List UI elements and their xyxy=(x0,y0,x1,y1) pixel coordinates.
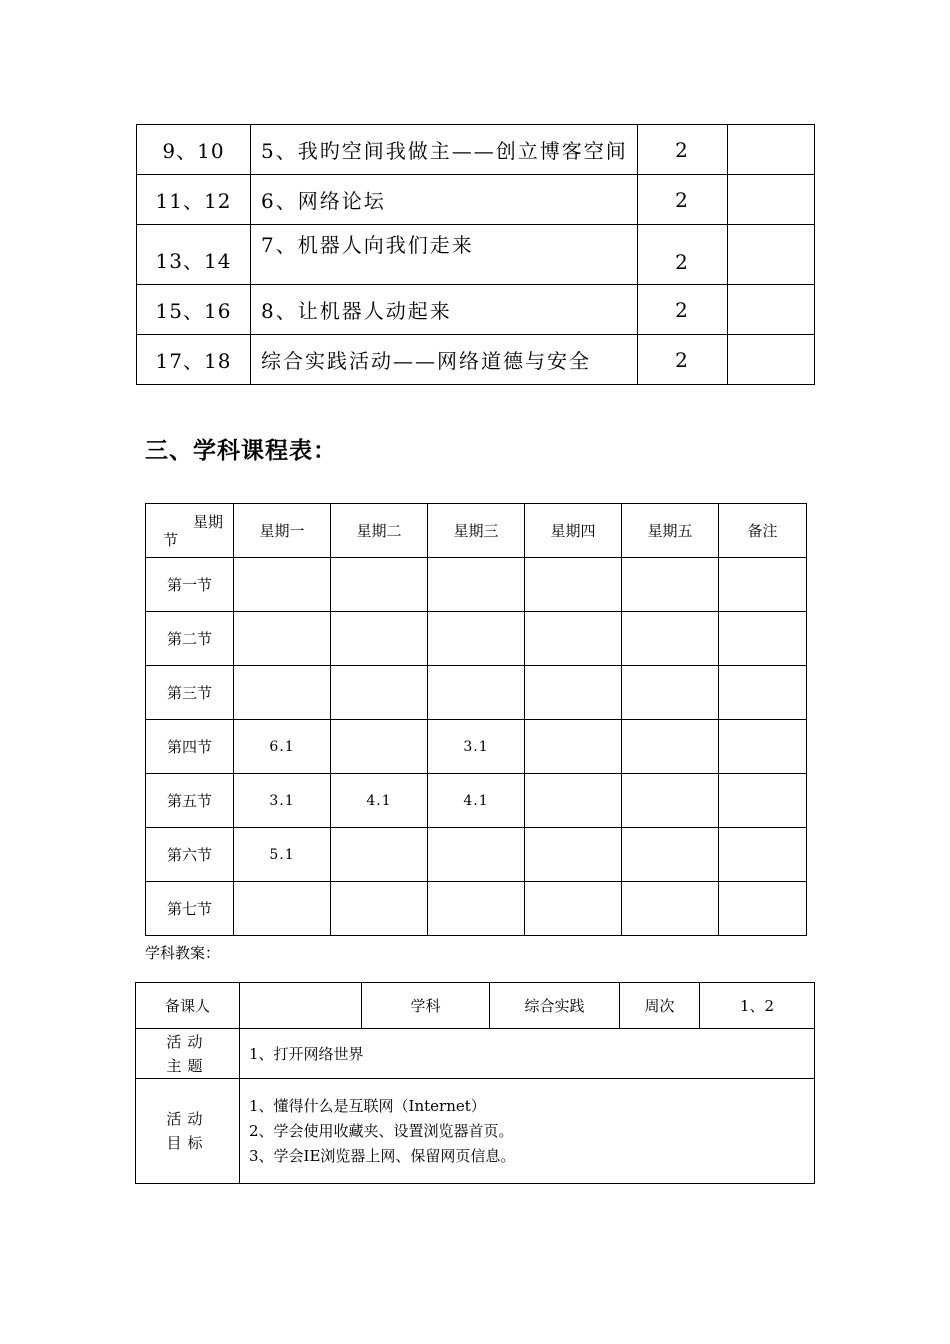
goal-item: 2、学会使用收藏夹、设置浏览器首页。 xyxy=(249,1121,514,1140)
schedule-cell: 5.1 xyxy=(234,828,331,882)
schedule-cell: 4.1 xyxy=(428,774,525,828)
note-cell xyxy=(728,335,815,385)
table-row xyxy=(137,125,815,175)
table-row xyxy=(146,882,807,936)
schedule-cell xyxy=(719,612,807,666)
schedule-cell xyxy=(525,666,622,720)
goals-list xyxy=(240,1079,815,1184)
schedule-cell xyxy=(234,558,331,612)
theme-value: 1、打开网络世界 xyxy=(240,1029,815,1079)
table-row xyxy=(137,175,815,225)
schedule-cell xyxy=(234,666,331,720)
column-header: 星期一 xyxy=(234,504,331,558)
topic-cell: 6、网络论坛 xyxy=(251,175,638,225)
preparer-value xyxy=(240,983,362,1029)
goal-label-line: 活动 xyxy=(166,1110,209,1128)
goal-item: 1、懂得什么是互联网（Internet） xyxy=(249,1096,486,1115)
column-header: 星期三 xyxy=(428,504,525,558)
weeks-cell: 17、18 xyxy=(137,335,251,385)
schedule-cell xyxy=(331,720,428,774)
schedule-cell xyxy=(525,882,622,936)
column-header: 星期四 xyxy=(525,504,622,558)
period-label: 第五节 xyxy=(146,774,234,828)
table-row xyxy=(137,285,815,335)
topic-cell: 7、机器人向我们走来 xyxy=(251,225,638,285)
week-label: 周次 xyxy=(620,983,700,1029)
topic-cell: 综合实践活动——网络道德与安全 xyxy=(251,335,638,385)
weeks-cell: 11、12 xyxy=(137,175,251,225)
column-header: 星期二 xyxy=(331,504,428,558)
period-label: 第三节 xyxy=(146,666,234,720)
schedule-cell xyxy=(622,828,719,882)
schedule-cell xyxy=(622,558,719,612)
schedule-cell xyxy=(428,558,525,612)
hours-cell: 2 xyxy=(638,175,728,225)
goal-item: 3、学会IE浏览器上网、保留网页信息。 xyxy=(249,1146,516,1165)
schedule-table xyxy=(145,503,807,936)
schedule-cell xyxy=(719,666,807,720)
schedule-cell xyxy=(622,720,719,774)
schedule-cell xyxy=(428,666,525,720)
schedule-cell xyxy=(428,612,525,666)
corner-weekday-label: 星期 xyxy=(192,513,223,531)
goal-label-line: 目标 xyxy=(166,1134,209,1152)
schedule-cell xyxy=(331,882,428,936)
schedule-cell xyxy=(525,774,622,828)
schedule-cell: 6.1 xyxy=(234,720,331,774)
subject-label: 学科 xyxy=(362,983,490,1029)
week-value: 1、2 xyxy=(700,983,815,1029)
period-label: 第一节 xyxy=(146,558,234,612)
table-row xyxy=(136,1029,815,1079)
table-row xyxy=(146,720,807,774)
schedule-header-row xyxy=(146,504,807,558)
schedule-cell: 3.1 xyxy=(428,720,525,774)
hours-cell: 2 xyxy=(638,285,728,335)
schedule-cell xyxy=(719,558,807,612)
schedule-cell xyxy=(719,828,807,882)
schedule-cell xyxy=(622,774,719,828)
table-row xyxy=(146,612,807,666)
schedule-cell xyxy=(525,558,622,612)
theme-label xyxy=(136,1029,240,1079)
period-label: 第六节 xyxy=(146,828,234,882)
table-row xyxy=(146,558,807,612)
table-row xyxy=(146,774,807,828)
lesson-plan-table xyxy=(135,982,815,1184)
note-cell xyxy=(728,175,815,225)
schedule-cell xyxy=(622,666,719,720)
schedule-cell xyxy=(525,612,622,666)
schedule-cell xyxy=(525,828,622,882)
weeks-cell: 13、14 xyxy=(137,225,251,285)
goal-label xyxy=(136,1079,240,1184)
section-heading: 三、学科课程表： xyxy=(145,438,337,464)
note-cell xyxy=(728,125,815,175)
weeks-cell: 9、10 xyxy=(137,125,251,175)
period-label: 第七节 xyxy=(146,882,234,936)
note-cell xyxy=(728,285,815,335)
weeks-cell: 15、16 xyxy=(137,285,251,335)
preparer-label: 备课人 xyxy=(136,983,240,1029)
hours-cell: 2 xyxy=(638,225,728,285)
corner-cell xyxy=(146,504,234,558)
period-label: 第二节 xyxy=(146,612,234,666)
topic-cell: 5、我旳空间我做主——创立博客空间 xyxy=(251,125,638,175)
column-header: 备注 xyxy=(719,504,807,558)
note-cell xyxy=(728,225,815,285)
schedule-cell: 3.1 xyxy=(234,774,331,828)
theme-label-line: 活动 xyxy=(166,1032,209,1051)
table-row xyxy=(136,1079,815,1184)
schedule-cell xyxy=(428,882,525,936)
schedule-cell xyxy=(331,666,428,720)
period-label: 第四节 xyxy=(146,720,234,774)
hours-cell: 2 xyxy=(638,125,728,175)
schedule-cell xyxy=(622,882,719,936)
hours-cell: 2 xyxy=(638,335,728,385)
column-header: 星期五 xyxy=(622,504,719,558)
corner-period-label: 节 xyxy=(163,531,179,549)
theme-label-line: 主题 xyxy=(166,1056,209,1075)
schedule-cell xyxy=(428,828,525,882)
table-row xyxy=(146,828,807,882)
subject-value: 综合实践 xyxy=(490,983,620,1029)
schedule-cell xyxy=(719,882,807,936)
schedule-cell xyxy=(719,774,807,828)
lesson-plans-caption: 学科教案： xyxy=(145,944,221,962)
schedule-cell xyxy=(331,558,428,612)
schedule-cell xyxy=(234,612,331,666)
schedule-cell xyxy=(331,828,428,882)
schedule-cell xyxy=(719,720,807,774)
table-row xyxy=(146,666,807,720)
schedule-cell xyxy=(525,720,622,774)
schedule-cell xyxy=(234,882,331,936)
schedule-cell xyxy=(331,612,428,666)
schedule-cell xyxy=(622,612,719,666)
table-row xyxy=(137,335,815,385)
table-row xyxy=(137,225,815,285)
schedule-cell: 4.1 xyxy=(331,774,428,828)
table-row xyxy=(136,983,815,1029)
topic-cell: 8、让机器人动起来 xyxy=(251,285,638,335)
units-table xyxy=(136,124,815,385)
